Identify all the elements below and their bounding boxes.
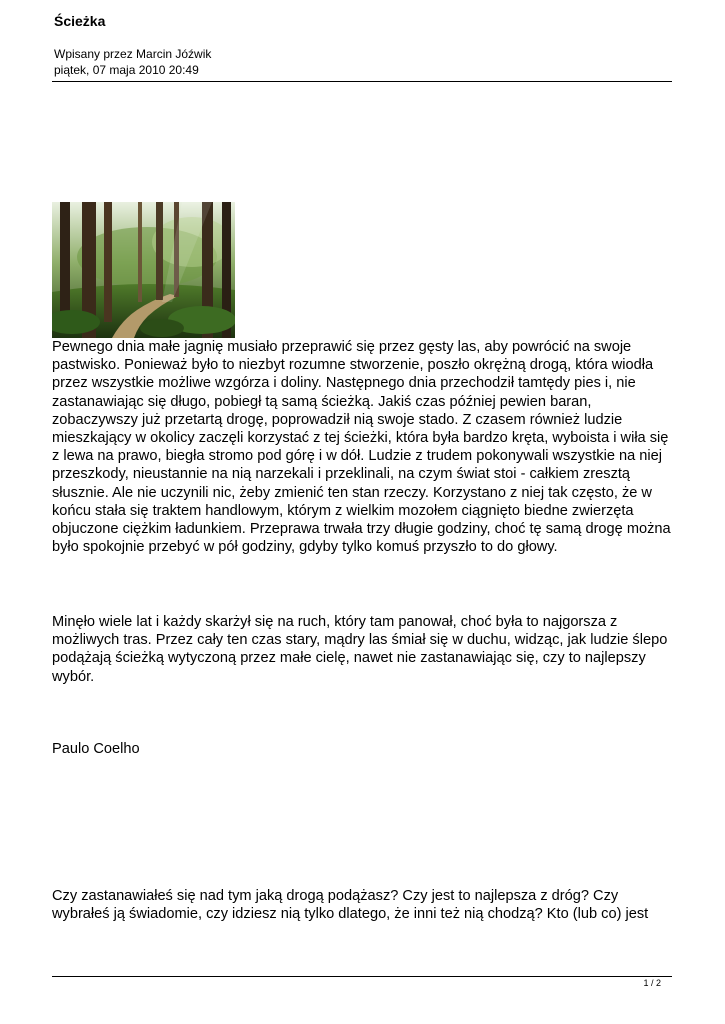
paragraph: Czy zastanawiałeś się nad tym jaką drogą podążasz? Czy jest to najlepsza z dróg? Czy wybrałeś ją świadomie, czy idziesz nią tylko dlatego, że inni też nią chodzą? Kto (lub co) jest (52, 888, 649, 923)
date-line: piątek, 07 maja 2010 20:49 (54, 63, 199, 77)
paragraph: Minęło wiele lat i każdy skarżył się na ruch, który tam panował, choć była to najgorsza z możliwych tras. Przez cały ten czas stary, mądry las śmiał się w duchu, widząc, jak ludzie ślepo podążają ścieżką wytyczoną przez małe cielę, nawet nie zastanawiając się, czy to najlepszy wybór. (52, 614, 668, 685)
article-meta (54, 46, 211, 78)
header-divider (52, 81, 672, 82)
author-line: Wpisany przez Marcin Jóźwik (54, 47, 212, 61)
quote-author: Paulo Coelho (52, 741, 140, 757)
footer-divider (52, 976, 672, 977)
forest-path-photo (52, 202, 235, 338)
page-number: 1 / 2 (643, 978, 661, 988)
page-title: Ścieżka (54, 13, 106, 29)
paragraph: Pewnego dnia małe jagnię musiało przeprawić się przez gęsty las, aby powrócić na swoje pastwisko. Ponieważ było to niezbyt rozumne stworzenie, poszło okrężną drogą, która wiodła przez wszystkie możliwe wzgórza i doliny. Następnego dnia przechodził tamtędy pies i, nie zastanawiając się długo, pobiegł tą samą ścieżką. Jakiś czas później pewien baran, zobaczywszy już przetartą drogę, poprowadził nią swoje stado. Z czasem również ludzie mieszkający w okolicy zaczęli korzystać z tej ścieżki, która była bardzo kręta, wyboista i wiła się z lewa na prawo, biegła stromo pod górę i w dół. Ludzie z trudem pokonywali wszystkie na niej przeszkody, nieustannie na nią narzekali i przeklinali, na czym świat stoi - całkiem zresztą słusznie. Ale nie uczynili nic, żeby zmienić ten stan rzeczy. Korzystano z niej tak często, że w końcu stała się traktem handlowym, którym z wielkim mozołem ciągnięto biedne zwierzęta objuczone ciężkim ładunkiem. Przeprawa trwała trzy długie godziny, choć tę samą drogę można było spokojnie przebyć w pół godziny, gdyby tylko komuś przyszło to do głowy. (52, 339, 671, 556)
